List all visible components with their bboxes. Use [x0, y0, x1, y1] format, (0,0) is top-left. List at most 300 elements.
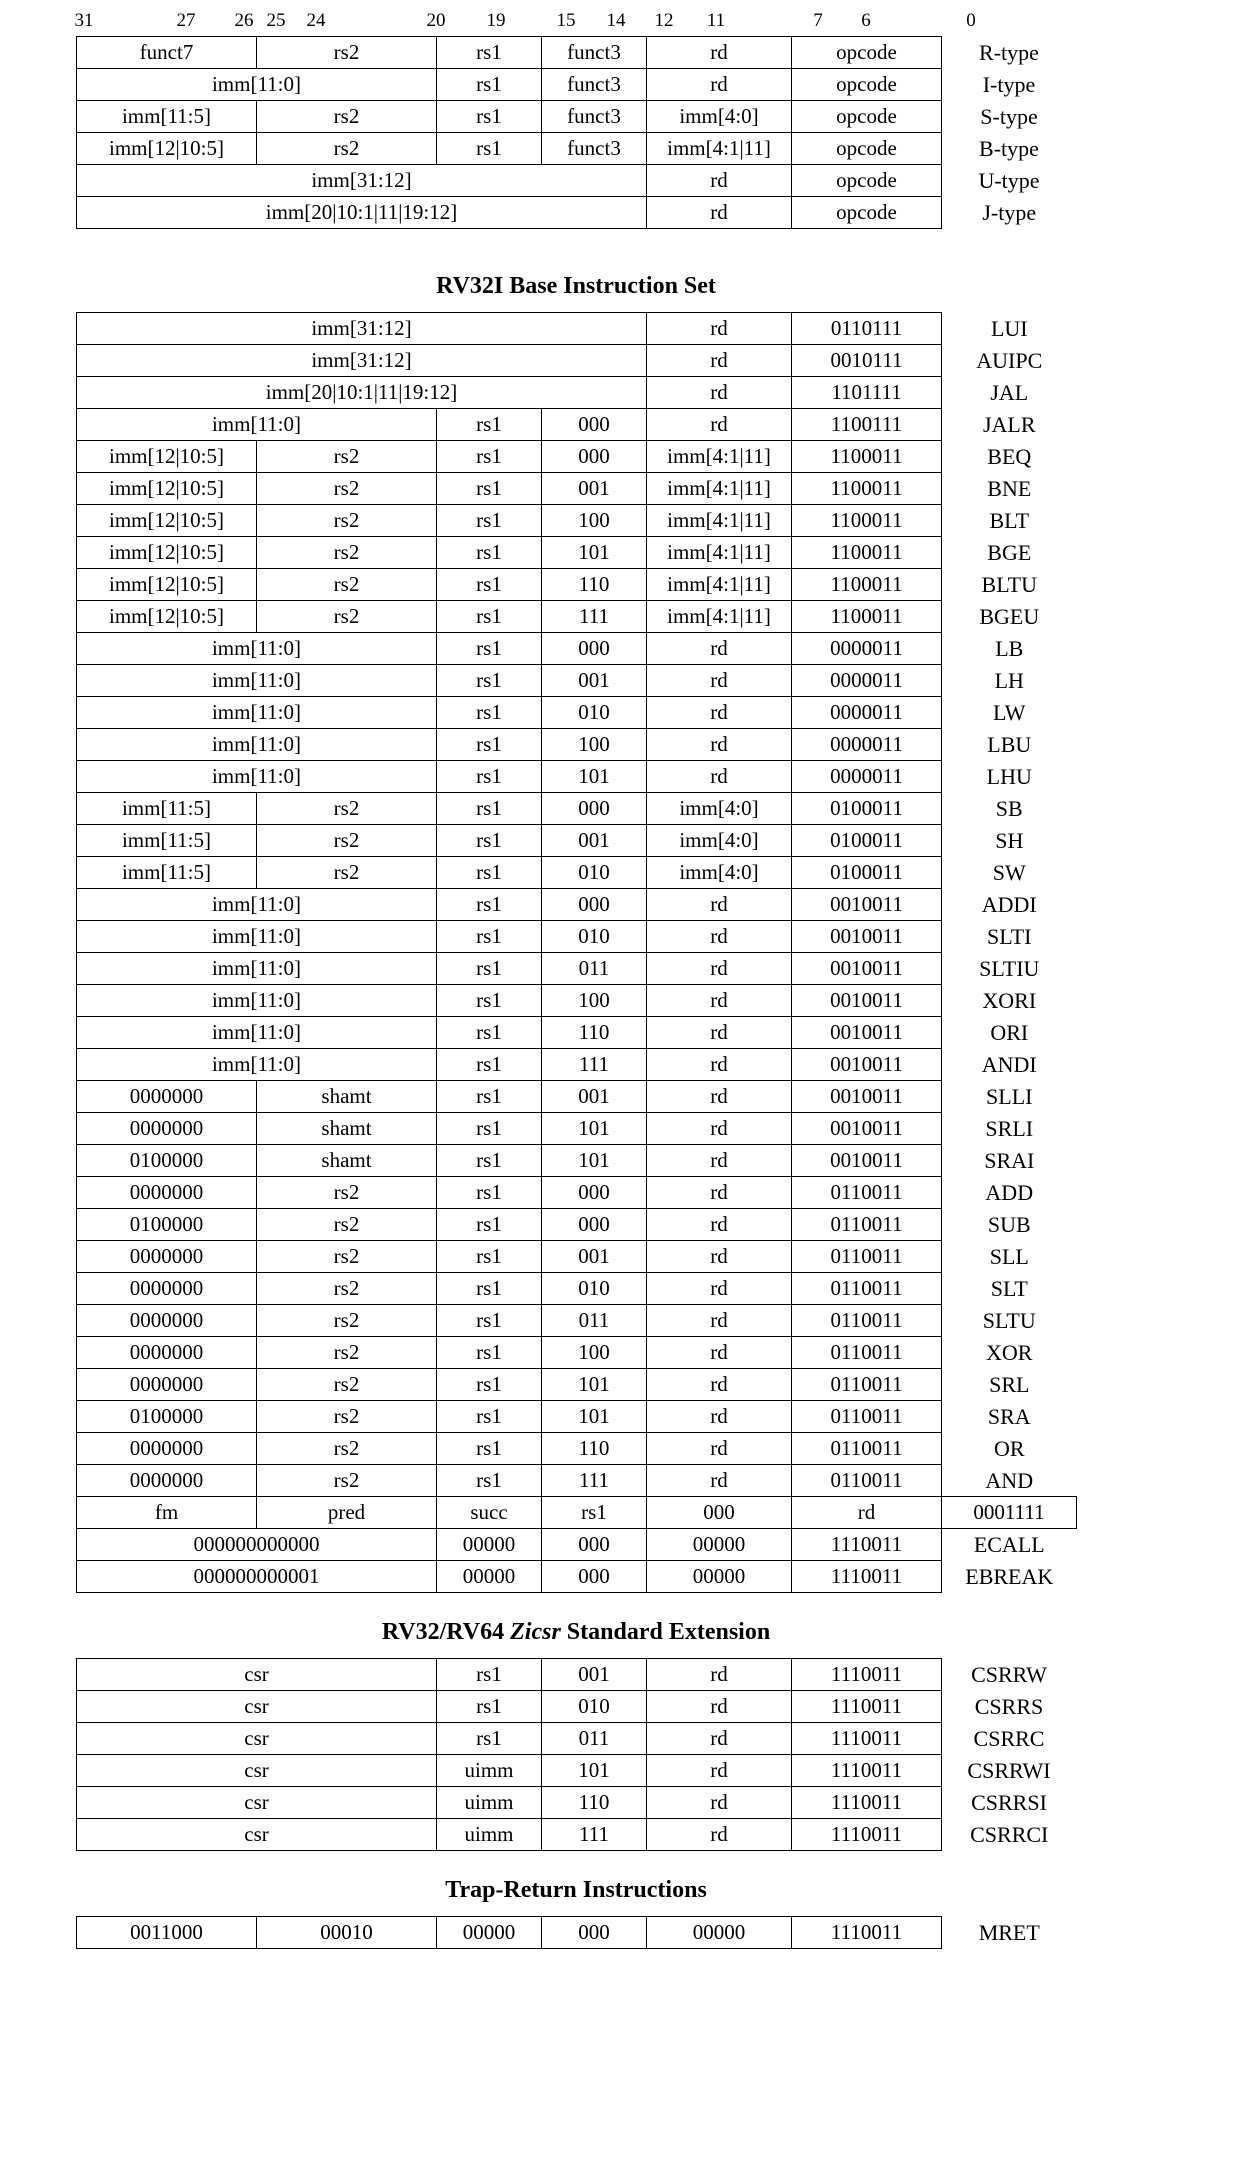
instruction-formats-section	[76, 36, 1176, 229]
cell: 00000	[647, 1561, 792, 1593]
cell: 0100000	[77, 1401, 257, 1433]
cell: rs1	[437, 633, 542, 665]
table-row	[77, 1691, 1077, 1723]
bit-label-20: 20	[426, 10, 446, 31]
instruction-name: U-type	[978, 168, 1040, 193]
cell: imm[4:1|11]	[647, 133, 792, 165]
cell: rs1	[437, 1723, 542, 1755]
cell: 100	[542, 729, 647, 761]
cell: rs2	[257, 825, 437, 857]
cell: 0100011	[792, 793, 942, 825]
instruction-name: LH	[994, 668, 1024, 693]
table-row	[77, 37, 1077, 69]
cell: 00000	[437, 1529, 542, 1561]
cell: 0010111	[792, 345, 942, 377]
cell: rd	[647, 1691, 792, 1723]
cell: rs2	[257, 601, 437, 633]
table-row	[77, 1787, 1077, 1819]
cell: rd	[647, 1049, 792, 1081]
cell: rs1	[437, 1209, 542, 1241]
cell: 1100011	[792, 441, 942, 473]
cell: rs1	[437, 953, 542, 985]
bit-label-0: 0	[966, 10, 976, 31]
zicsr-title-italic: Zicsr	[510, 1619, 561, 1645]
bit-label-27: 27	[176, 10, 196, 31]
table-row	[77, 101, 1077, 133]
cell: rs2	[257, 133, 437, 165]
cell: imm[11:0]	[77, 1049, 437, 1081]
table-row	[77, 665, 1077, 697]
bit-label-12: 12	[654, 10, 674, 31]
cell: rd	[647, 1273, 792, 1305]
cell: 0100011	[792, 825, 942, 857]
cell: imm[11:0]	[77, 697, 437, 729]
instruction-formats-table	[76, 36, 1077, 229]
cell: rs2	[257, 1273, 437, 1305]
base-set-title: RV32I Base Instruction Set	[436, 273, 716, 299]
instruction-name: CSRRWI	[967, 1758, 1051, 1783]
table-row	[77, 1561, 1077, 1593]
cell: imm[12|10:5]	[77, 505, 257, 537]
cell: 000	[542, 1177, 647, 1209]
cell: imm[12|10:5]	[77, 441, 257, 473]
cell: imm[11:0]	[77, 409, 437, 441]
instruction-name: XOR	[986, 1340, 1033, 1365]
instruction-name: CSRRS	[974, 1694, 1044, 1719]
cell: 0110011	[792, 1177, 942, 1209]
cell: 000	[542, 441, 647, 473]
instruction-name: LHU	[986, 764, 1032, 789]
instruction-name: CSRRW	[971, 1662, 1047, 1687]
instruction-name: OR	[993, 1436, 1025, 1461]
cell: funct7	[77, 37, 257, 69]
cell: 1100011	[792, 505, 942, 537]
cell: 000	[542, 793, 647, 825]
cell: imm[4:1|11]	[647, 601, 792, 633]
cell: 0010011	[792, 1145, 942, 1177]
instruction-name: LBU	[987, 732, 1032, 757]
cell: 1110011	[792, 1659, 942, 1691]
cell: opcode	[792, 101, 942, 133]
zicsr-title-part-2: Standard Extension	[560, 1619, 771, 1645]
cell: csr	[77, 1819, 437, 1851]
cell: 1110011	[792, 1755, 942, 1787]
cell: rs1	[437, 1305, 542, 1337]
cell: opcode	[792, 197, 942, 229]
table-row	[77, 1273, 1077, 1305]
cell: rd	[647, 313, 792, 345]
cell: 0110011	[792, 1369, 942, 1401]
cell: rd	[647, 1017, 792, 1049]
instruction-name: BLTU	[981, 572, 1037, 597]
instruction-name: SLL	[989, 1244, 1029, 1269]
cell: 0000000	[77, 1305, 257, 1337]
cell: rs2	[257, 1241, 437, 1273]
cell: rs2	[257, 569, 437, 601]
cell: imm[11:0]	[77, 921, 437, 953]
instruction-name: J-type	[982, 200, 1037, 225]
cell: rs2	[257, 1305, 437, 1337]
cell: rd	[647, 1369, 792, 1401]
cell: rs2	[257, 473, 437, 505]
cell: rs2	[257, 1177, 437, 1209]
instruction-name: SRAI	[984, 1148, 1035, 1173]
cell: uimm	[437, 1755, 542, 1787]
table-row	[77, 1917, 1077, 1949]
cell: 001	[542, 1659, 647, 1691]
base-instruction-set-table	[76, 312, 1077, 1593]
cell: rs1	[437, 1659, 542, 1691]
cell: 101	[542, 1113, 647, 1145]
instruction-name: SW	[992, 860, 1026, 885]
instruction-name: SLTIU	[979, 956, 1040, 981]
cell: 1110011	[792, 1787, 942, 1819]
cell: rd	[647, 1433, 792, 1465]
cell: 001	[542, 665, 647, 697]
cell: rs1	[437, 409, 542, 441]
cell: rs2	[257, 101, 437, 133]
cell: 1100011	[792, 473, 942, 505]
table-row	[77, 345, 1077, 377]
table-row	[77, 1305, 1077, 1337]
table-row	[77, 921, 1077, 953]
cell: rs2	[257, 1465, 437, 1497]
cell: rd	[647, 633, 792, 665]
cell: rd	[647, 1209, 792, 1241]
cell: 101	[542, 537, 647, 569]
cell: rs1	[542, 1497, 647, 1529]
cell: imm[31:12]	[77, 345, 647, 377]
cell: 0000000	[77, 1177, 257, 1209]
cell: rd	[647, 1401, 792, 1433]
cell: rd	[647, 1819, 792, 1851]
cell: 110	[542, 569, 647, 601]
cell: 000000000000	[77, 1529, 437, 1561]
cell: rd	[647, 1755, 792, 1787]
zicsr-section	[76, 1658, 1176, 1851]
cell: imm[4:1|11]	[647, 505, 792, 537]
cell: 0000011	[792, 697, 942, 729]
cell: rs1	[437, 101, 542, 133]
zicsr-title-part-1: RV32/RV64	[381, 1619, 511, 1645]
table-row	[77, 133, 1077, 165]
cell: 0010011	[792, 953, 942, 985]
cell: rs1	[437, 1017, 542, 1049]
cell: rs1	[437, 1145, 542, 1177]
cell: rs1	[437, 37, 542, 69]
zicsr-table	[76, 1658, 1077, 1851]
cell: 101	[542, 1401, 647, 1433]
instruction-name: SB	[995, 796, 1023, 821]
table-row	[77, 1177, 1077, 1209]
cell: 0000000	[77, 1433, 257, 1465]
bit-label-31: 31	[74, 10, 94, 31]
instruction-name: JALR	[982, 412, 1036, 437]
table-row	[77, 1369, 1077, 1401]
table-row	[77, 889, 1077, 921]
cell: rs1	[437, 761, 542, 793]
cell: 0100000	[77, 1209, 257, 1241]
cell: 0000000	[77, 1337, 257, 1369]
instruction-name: S-type	[980, 104, 1038, 129]
cell: 0000000	[77, 1273, 257, 1305]
instruction-name: R-type	[979, 40, 1039, 65]
cell: 1110011	[792, 1819, 942, 1851]
instruction-name: SH	[995, 828, 1024, 853]
instruction-name: BLT	[989, 508, 1030, 533]
cell: 0110111	[792, 313, 942, 345]
cell: 000	[542, 1209, 647, 1241]
table-row	[77, 697, 1077, 729]
cell: rd	[647, 165, 792, 197]
bit-label-15: 15	[556, 10, 576, 31]
cell: 0010011	[792, 1081, 942, 1113]
cell: 0110011	[792, 1465, 942, 1497]
zicsr-title	[76, 1593, 1076, 1658]
table-row	[77, 1433, 1077, 1465]
cell: rd	[647, 985, 792, 1017]
cell: 1100011	[792, 601, 942, 633]
cell: imm[11:5]	[77, 101, 257, 133]
cell: funct3	[542, 133, 647, 165]
cell: 100	[542, 985, 647, 1017]
instruction-name: ECALL	[973, 1532, 1045, 1558]
instruction-name: I-type	[982, 72, 1036, 97]
cell: imm[4:1|11]	[647, 473, 792, 505]
cell: 011	[542, 1305, 647, 1337]
cell: 00000	[647, 1529, 792, 1561]
cell: rs1	[437, 985, 542, 1017]
cell: 1110011	[792, 1691, 942, 1723]
cell: rs1	[437, 505, 542, 537]
cell: 000	[542, 409, 647, 441]
cell: 0110011	[792, 1401, 942, 1433]
cell: funct3	[542, 37, 647, 69]
cell: rs2	[257, 537, 437, 569]
bit-label-11: 11	[706, 10, 726, 31]
cell: 0000011	[792, 665, 942, 697]
cell: 101	[542, 761, 647, 793]
cell: 000	[542, 633, 647, 665]
cell: imm[12|10:5]	[77, 537, 257, 569]
cell: 00000	[437, 1561, 542, 1593]
cell: rd	[792, 1497, 942, 1529]
cell: imm[31:12]	[77, 313, 647, 345]
table-row	[77, 377, 1077, 409]
cell: rd	[647, 665, 792, 697]
cell: imm[31:12]	[77, 165, 647, 197]
instruction-name: BEQ	[987, 444, 1032, 469]
cell: rs1	[437, 1433, 542, 1465]
table-row	[77, 313, 1077, 345]
cell: 001	[542, 473, 647, 505]
cell: rd	[647, 1723, 792, 1755]
cell: rd	[647, 761, 792, 793]
cell: rd	[647, 377, 792, 409]
cell: 0100000	[77, 1145, 257, 1177]
cell: opcode	[792, 165, 942, 197]
instruction-name: CSRRSI	[971, 1790, 1047, 1815]
cell: 010	[542, 1691, 647, 1723]
cell: uimm	[437, 1819, 542, 1851]
cell: imm[4:0]	[647, 857, 792, 889]
cell: opcode	[792, 69, 942, 101]
cell: 0001111	[942, 1497, 1077, 1529]
table-row	[77, 793, 1077, 825]
cell: imm[11:0]	[77, 1017, 437, 1049]
cell: uimm	[437, 1787, 542, 1819]
instruction-name: SLT	[990, 1276, 1028, 1301]
trap-return-table	[76, 1916, 1077, 1949]
cell: rd	[647, 1787, 792, 1819]
cell: rd	[647, 409, 792, 441]
table-row	[77, 1241, 1077, 1273]
cell: 00000	[647, 1917, 792, 1949]
table-row	[77, 633, 1077, 665]
cell: 0110011	[792, 1241, 942, 1273]
cell: rs2	[257, 1433, 437, 1465]
instruction-name: SLTI	[987, 924, 1032, 949]
cell: fm	[77, 1497, 257, 1529]
cell: rd	[647, 37, 792, 69]
cell: rs1	[437, 1049, 542, 1081]
table-row	[77, 1401, 1077, 1433]
cell: 110	[542, 1433, 647, 1465]
trap-title: Trap-Return Instructions	[445, 1877, 707, 1903]
cell: 0000000	[77, 1465, 257, 1497]
cell: 1100111	[792, 409, 942, 441]
cell: rd	[647, 1113, 792, 1145]
cell: rd	[647, 1241, 792, 1273]
cell: rd	[647, 345, 792, 377]
table-row	[77, 1659, 1077, 1691]
table-row	[77, 825, 1077, 857]
table-row	[77, 985, 1077, 1017]
cell: 001	[542, 1241, 647, 1273]
cell: 0110011	[792, 1209, 942, 1241]
cell: imm[11:5]	[77, 857, 257, 889]
cell: rs1	[437, 1337, 542, 1369]
cell: 0010011	[792, 1113, 942, 1145]
cell: funct3	[542, 69, 647, 101]
cell: 0110011	[792, 1273, 942, 1305]
trap-section	[76, 1916, 1176, 1949]
cell: 0110011	[792, 1433, 942, 1465]
instruction-name: LB	[995, 636, 1024, 661]
instruction-name: MRET	[978, 1920, 1040, 1945]
instruction-name: SRLI	[985, 1116, 1034, 1141]
table-row	[77, 409, 1077, 441]
table-row	[77, 1529, 1077, 1561]
cell: imm[12|10:5]	[77, 133, 257, 165]
cell: 1101111	[792, 377, 942, 409]
instruction-name: CSRRCI	[970, 1822, 1049, 1847]
cell: imm[11:0]	[77, 633, 437, 665]
cell: rd	[647, 953, 792, 985]
table-row	[77, 857, 1077, 889]
instruction-name: ORI	[990, 1020, 1029, 1045]
cell: rs1	[437, 857, 542, 889]
cell: 111	[542, 1819, 647, 1851]
cell: 000	[647, 1497, 792, 1529]
cell: csr	[77, 1787, 437, 1819]
cell: imm[11:0]	[77, 889, 437, 921]
cell: rs1	[437, 1401, 542, 1433]
cell: 011	[542, 953, 647, 985]
table-row	[77, 441, 1077, 473]
cell: 0100011	[792, 857, 942, 889]
cell: 0000000	[77, 1081, 257, 1113]
instruction-name: CSRRC	[973, 1726, 1045, 1751]
cell: rs1	[437, 1241, 542, 1273]
cell: shamt	[257, 1145, 437, 1177]
instruction-name: EBREAK	[965, 1564, 1054, 1589]
cell: imm[11:5]	[77, 825, 257, 857]
cell: 001	[542, 825, 647, 857]
cell: 101	[542, 1755, 647, 1787]
instruction-name: BGEU	[979, 604, 1040, 629]
cell: rs1	[437, 665, 542, 697]
cell: rd	[647, 1465, 792, 1497]
table-row	[77, 69, 1077, 101]
cell: imm[12|10:5]	[77, 473, 257, 505]
cell: rd	[647, 1081, 792, 1113]
table-row	[77, 1049, 1077, 1081]
cell: 111	[542, 1049, 647, 1081]
cell: imm[4:1|11]	[647, 441, 792, 473]
cell: rd	[647, 729, 792, 761]
cell: imm[20|10:1|11|19:12]	[77, 377, 647, 409]
table-row	[77, 1465, 1077, 1497]
cell: rs1	[437, 601, 542, 633]
cell: 0110011	[792, 1337, 942, 1369]
cell: shamt	[257, 1081, 437, 1113]
table-row	[77, 1337, 1077, 1369]
cell: rs2	[257, 37, 437, 69]
cell: rs1	[437, 537, 542, 569]
cell: rs1	[437, 697, 542, 729]
sheet	[76, 0, 1176, 1949]
cell: 0011000	[77, 1917, 257, 1949]
cell: 0000000	[77, 1369, 257, 1401]
cell: rs1	[437, 1369, 542, 1401]
cell: rd	[647, 1177, 792, 1209]
cell: 011	[542, 1723, 647, 1755]
cell: 0000011	[792, 729, 942, 761]
table-row	[77, 1819, 1077, 1851]
cell: 0010011	[792, 1017, 942, 1049]
cell: 1110011	[792, 1561, 942, 1593]
cell: 1110011	[792, 1529, 942, 1561]
cell: succ	[437, 1497, 542, 1529]
cell: rs1	[437, 1177, 542, 1209]
bit-label-7: 7	[813, 10, 823, 31]
cell: 101	[542, 1369, 647, 1401]
cell: 0010011	[792, 889, 942, 921]
instruction-name: XORI	[982, 988, 1037, 1013]
cell: imm[4:0]	[647, 101, 792, 133]
table-row	[77, 537, 1077, 569]
cell: rs1	[437, 1113, 542, 1145]
bit-label-6: 6	[861, 10, 871, 31]
cell: 0000011	[792, 633, 942, 665]
cell: 00000	[437, 1917, 542, 1949]
cell: rd	[647, 889, 792, 921]
cell: 001	[542, 1081, 647, 1113]
table-row	[77, 1145, 1077, 1177]
cell: pred	[257, 1497, 437, 1529]
cell: rd	[647, 1305, 792, 1337]
